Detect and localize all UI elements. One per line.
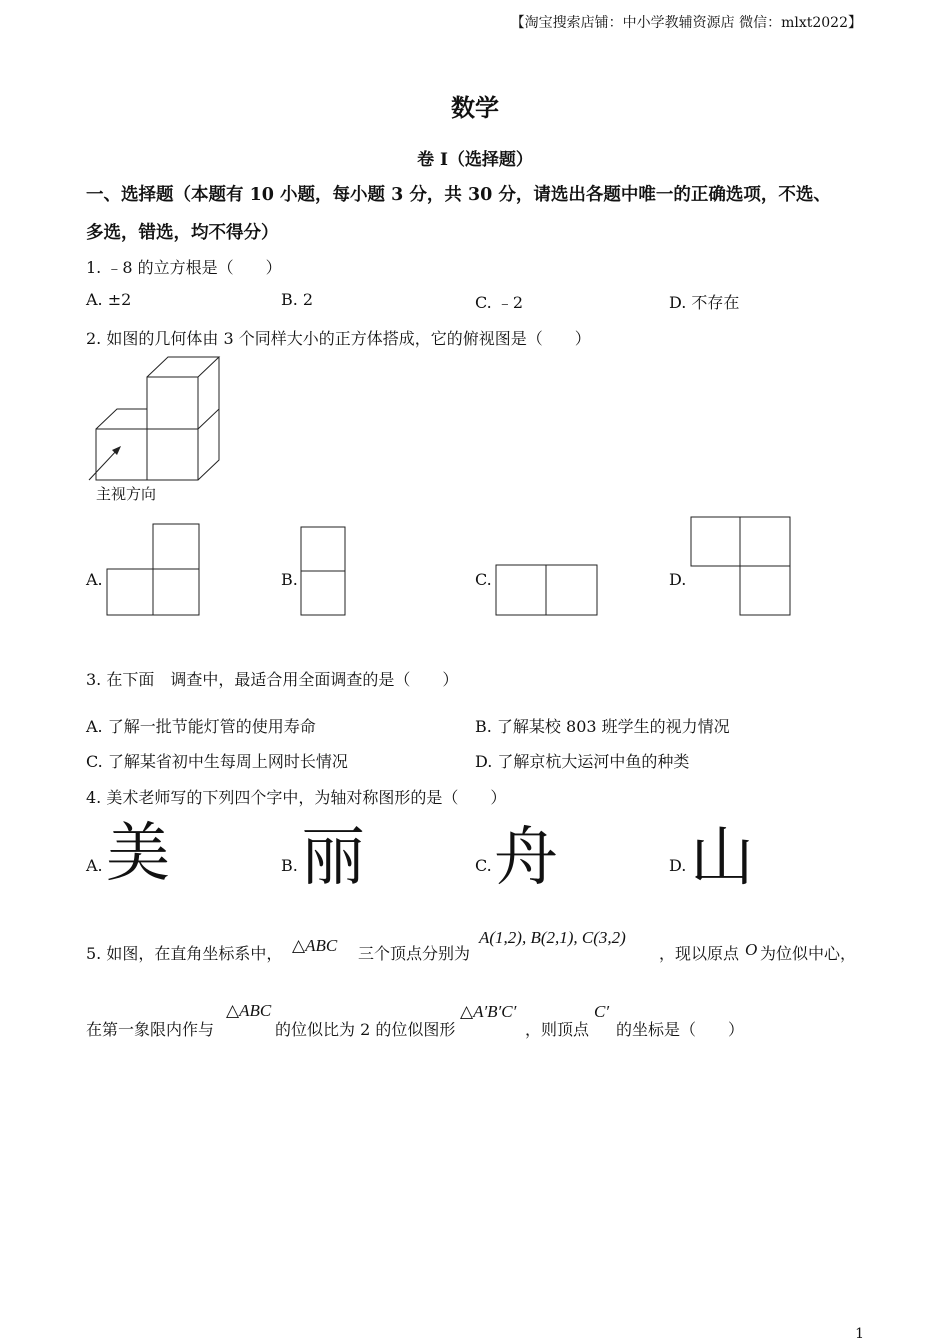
- section-heading-line2: 多选，错选，均不得分）: [86, 223, 279, 243]
- q2-option-d-figure: [691, 517, 790, 615]
- q4-char-li: 丽: [301, 821, 365, 895]
- q2-option-c: C.: [475, 570, 492, 589]
- q1-option-d: D. 不存在: [669, 293, 740, 312]
- q5-origin-o: O: [745, 940, 758, 959]
- page-number: 1: [855, 1326, 864, 1342]
- q2-option-b: B.: [281, 570, 298, 589]
- q2-option-c-figure: [496, 565, 597, 615]
- q1-option-b: B. 2: [281, 290, 314, 309]
- q5-coordinates: A(1,2), B(2,1), C(3,2): [479, 928, 626, 947]
- page-header: 【淘宝搜索店铺：中小学教辅资源店 微信：mlxt2022】: [510, 15, 862, 31]
- q2-figure-caption: 主视方向: [96, 485, 157, 503]
- q2-stem: 2. 如图的几何体由 3 个同样大小的正方体搭成，它的俯视图是（ ）: [86, 329, 591, 348]
- q3-option-c: C. 了解某省初中生每周上网时长情况: [86, 752, 348, 771]
- q1-option-a: A. ±2: [86, 290, 132, 309]
- q4-option-b: B.: [281, 856, 298, 875]
- q2-option-d: D.: [669, 570, 687, 589]
- q4-char-mei: 美: [106, 817, 170, 891]
- q4-option-a: A.: [86, 856, 103, 875]
- q5-text-5: 在第一象限内作与: [86, 1020, 215, 1039]
- q2-option-b-figure: [301, 527, 345, 615]
- q4-char-zhou: 舟: [494, 821, 558, 895]
- q4-option-c: C.: [475, 856, 492, 875]
- volume-subtitle: 卷 I（选择题）: [417, 150, 533, 170]
- page-title: 数学: [451, 93, 499, 122]
- q5-triangle-abc: △ABC: [292, 936, 338, 955]
- q5-text-3: ，现以原点: [659, 944, 740, 963]
- q3-option-d: D. 了解京杭大运河中鱼的种类: [475, 752, 690, 771]
- q5-text-2: 三个顶点分别为: [358, 944, 471, 963]
- q2-option-a: A.: [86, 570, 103, 589]
- q3-option-b: B. 了解某校 803 班学生的视力情况: [475, 717, 730, 736]
- q5-text-4: 为位似中心，: [760, 944, 857, 963]
- q4-stem: 4. 美术老师写的下列四个字中，为轴对称图形的是（ ）: [86, 788, 507, 807]
- section-heading-line1: 一、选择题（本题有 10 小题，每小题 3 分，共 30 分，请选出各题中唯一的正确选项，不选、: [86, 185, 831, 205]
- q5-text-1: 5. 如图，在直角坐标系中，: [86, 944, 283, 963]
- q5-triangle-a-prime: △A′B′C′: [460, 1002, 517, 1021]
- q5-text-6: 的位似比为 2 的位似图形: [275, 1020, 456, 1039]
- q5-vertex-c-prime: C′: [594, 1002, 610, 1021]
- q5-text-7: ，则顶点: [525, 1020, 590, 1039]
- q1-option-c: C. ﹣2: [475, 293, 524, 312]
- q5-triangle-abc-2: △ABC: [226, 1001, 272, 1020]
- q1-stem: 1. ﹣8 的立方根是（ ）: [86, 258, 282, 277]
- q2-option-a-figure: [107, 524, 199, 615]
- q5-text-8: 的坐标是（ ）: [616, 1020, 745, 1039]
- q4-option-d: D.: [669, 856, 687, 875]
- q3-stem: 3. 在下面 调查中，最适合用全面调查的是（ ）: [86, 670, 459, 689]
- q3-option-a: A. 了解一批节能灯管的使用寿命: [86, 717, 316, 736]
- q4-char-shan: 山: [690, 821, 754, 895]
